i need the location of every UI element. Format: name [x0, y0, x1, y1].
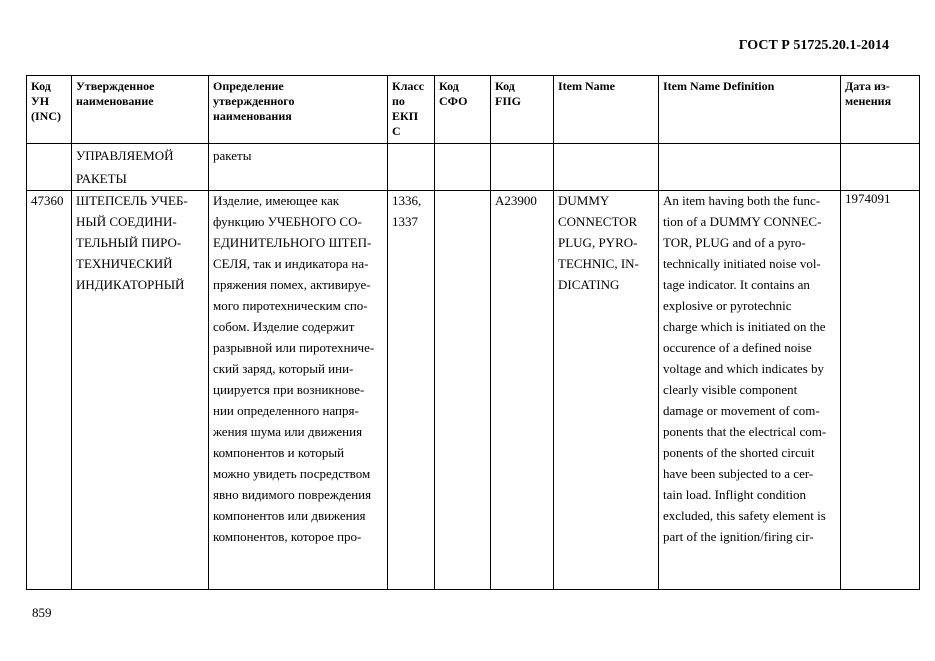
text-line: явно видимого повреждения: [213, 487, 372, 502]
text-line: УПРАВЛЯЕМОЙ: [76, 148, 174, 163]
text-line: 47360: [31, 193, 64, 208]
text-line: нии определенного напря-: [213, 403, 359, 418]
text-line: СФО: [439, 94, 468, 108]
text-line: ТЕЛЬНЫЙ ПИРО-: [76, 235, 182, 250]
text-line: функцию УЧЕБНОГО СО-: [213, 214, 362, 229]
text-line: clearly visible component: [663, 382, 798, 397]
header-change-date: [841, 76, 920, 144]
text-line: DICATING: [558, 277, 620, 292]
text-line: ponents of the shorted circuit: [663, 445, 815, 460]
text-line: Код: [439, 79, 459, 93]
text-line: An item having both the func-: [663, 193, 821, 208]
text-line: утвержденного: [213, 94, 295, 108]
text-line: ШТЕПСЕЛЬ УЧЕБ-: [76, 193, 188, 208]
table-header-row: [27, 76, 920, 144]
text-line: Код: [495, 79, 515, 93]
text-line: компонентов, которое про-: [213, 529, 362, 544]
text-line: tain load. Inflight condition: [663, 487, 806, 502]
text-line: have been subjected to a cer-: [663, 466, 814, 481]
text-line: damage or movement of com-: [663, 403, 820, 418]
text-line: technically initiated noise vol-: [663, 256, 821, 271]
cell-fiig: [491, 144, 554, 191]
text-line: компонентов и который: [213, 445, 345, 460]
text-line: Item Name: [558, 79, 615, 93]
text-line: ский заряд, который ини-: [213, 361, 354, 376]
text-line: менения: [845, 94, 892, 108]
text-line: можно увидеть посредством: [213, 466, 371, 481]
text-line: FIIG: [495, 94, 522, 108]
text-line: ponents that the electrical com-: [663, 424, 827, 439]
text-line: 1974091: [845, 191, 891, 206]
text-line: tage indicator. It contains an: [663, 277, 810, 292]
cell-item-definition: [659, 144, 841, 191]
header-fiig: [491, 76, 554, 144]
cell-sfo: [435, 144, 491, 191]
header-class: [388, 76, 435, 144]
document-header: ГОСТ Р 51725.20.1-2014: [738, 38, 889, 53]
text-line: 1337: [392, 214, 418, 229]
text-line: мого пиротехническим спо-: [213, 298, 368, 313]
text-line: Изделие, имеющее как: [213, 193, 340, 208]
cell-definition: [209, 144, 388, 191]
text-line: Код: [31, 79, 51, 93]
text-line: voltage and which indicates by: [663, 361, 825, 376]
text-line: разрывной или пиротехниче-: [213, 340, 375, 355]
cell-definition: [209, 191, 388, 590]
table-row: [27, 191, 920, 590]
text-line: DUMMY: [558, 193, 610, 208]
page-number: 859: [32, 605, 52, 620]
text-line: occurence of a defined noise: [663, 340, 812, 355]
text-line: Класс: [392, 79, 425, 93]
header-definition: [209, 76, 388, 144]
header-item-definition: [659, 76, 841, 144]
text-line: УН: [31, 94, 50, 108]
text-line: TOR, PLUG and of a pyro-: [663, 235, 806, 250]
text-line: Определение: [213, 79, 284, 93]
text-line: part of the ignition/firing cir-: [663, 529, 814, 544]
text-line: PLUG, PYRO-: [558, 235, 638, 250]
header-item-name: [554, 76, 659, 144]
text-line: explosive or pyrotechnic: [663, 298, 792, 313]
text-line: по: [392, 94, 405, 108]
text-line: ЕДИНИТЕЛЬНОГО ШТЕП-: [213, 235, 372, 250]
text-line: СЕЛЯ, так и индикатора на-: [213, 256, 369, 271]
text-line: С: [392, 124, 401, 138]
cell-item-name: [554, 144, 659, 191]
text-line: excluded, this safety element is: [663, 508, 826, 523]
text-line: ТЕХНИЧЕСКИЙ: [76, 256, 173, 271]
text-line: ракеты: [213, 148, 252, 163]
cell-inc: [27, 191, 72, 590]
text-line: циируется при возникнове-: [213, 382, 365, 397]
text-line: компонентов или движения: [213, 508, 366, 523]
header-inc: [27, 76, 72, 144]
text-line: жения шума или движения: [213, 424, 363, 439]
text-line: собом. Изделие содержит: [213, 319, 355, 334]
cell-fiig: [491, 191, 554, 590]
text-line: пряжения помех, активируе-: [213, 277, 371, 292]
cell-change-date: [841, 191, 920, 590]
text-line: (INC): [31, 109, 61, 123]
cell-inc: [27, 144, 72, 191]
cell-class: [388, 144, 435, 191]
text-line: TECHNIC, IN-: [558, 256, 639, 271]
text-line: Дата из-: [845, 79, 890, 93]
nomenclature-table: [26, 75, 920, 590]
text-line: НЫЙ СОЕДИНИ-: [76, 214, 177, 229]
cell-change-date: [841, 144, 920, 191]
text-line: 1336,: [392, 193, 422, 208]
cell-sfo: [435, 191, 491, 590]
text-line: Item Name Definition: [663, 79, 775, 93]
text-line: ИНДИКАТОРНЫЙ: [76, 277, 185, 292]
cell-class: [388, 191, 435, 590]
text-line: наименование: [76, 94, 154, 108]
text-line: ЕКП: [392, 109, 419, 123]
text-line: РАКЕТЫ: [76, 171, 127, 186]
cell-approved-name: [72, 191, 209, 590]
text-line: Утвержденное: [76, 79, 155, 93]
cell-approved-name: [72, 144, 209, 191]
text-line: CONNECTOR: [558, 214, 638, 229]
text-line: наименования: [213, 109, 292, 123]
cell-item-definition: [659, 191, 841, 590]
text-line: A23900: [495, 193, 537, 208]
header-sfo: [435, 76, 491, 144]
table-row: [27, 144, 920, 191]
cell-item-name: [554, 191, 659, 590]
text-line: charge which is initiated on the: [663, 319, 826, 334]
header-approved-name: [72, 76, 209, 144]
text-line: tion of a DUMMY CONNEC-: [663, 214, 822, 229]
